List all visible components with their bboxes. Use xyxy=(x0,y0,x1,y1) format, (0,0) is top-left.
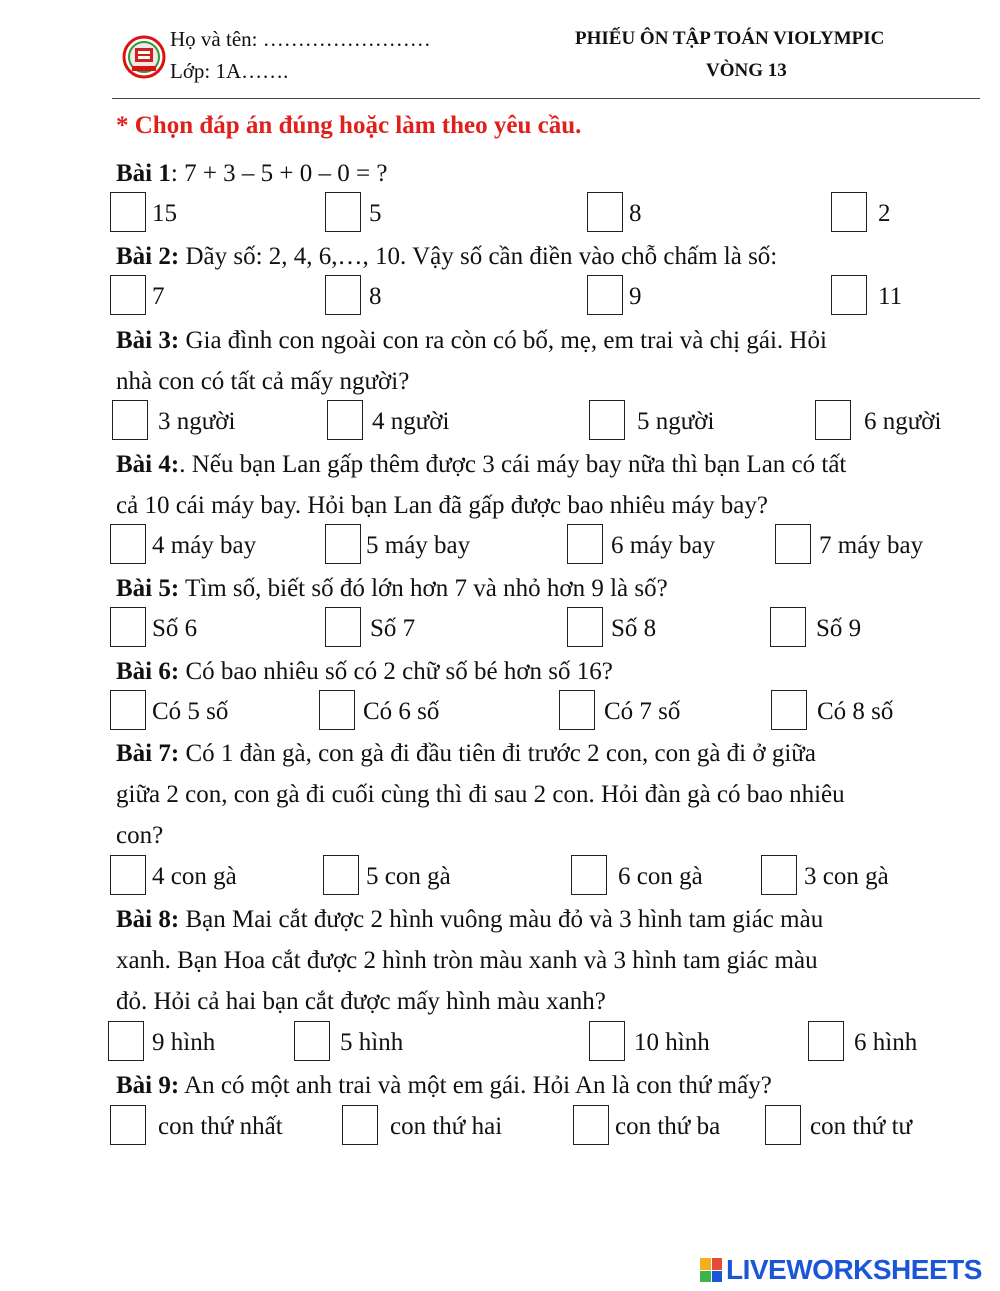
question-7-line-2 xyxy=(116,781,845,809)
brand-name: LIVEWORKSHEETS xyxy=(726,1254,982,1285)
question-7-label: Bài 7: xyxy=(116,740,180,767)
question-7-line-3 xyxy=(116,822,163,850)
answer-checkbox[interactable] xyxy=(589,1021,625,1061)
answer-checkbox[interactable] xyxy=(571,855,607,895)
question-7-line-1 xyxy=(116,740,816,768)
question-6-text: Có bao nhiêu số có 2 chữ số bé hơn số 16? xyxy=(179,658,613,685)
answer-checkbox[interactable] xyxy=(327,400,363,440)
question-6-label: Bài 6: xyxy=(116,658,180,685)
instruction: * Chọn đáp án đúng hoặc làm theo yêu cầu. xyxy=(116,112,582,139)
answer-option-label: 6 con gà xyxy=(618,863,703,890)
answer-option-label: con thứ tư xyxy=(810,1113,913,1140)
answer-checkbox[interactable] xyxy=(775,524,811,564)
question-5-line-1 xyxy=(116,575,668,603)
answer-checkbox[interactable] xyxy=(110,690,146,730)
answer-option-label: Số 8 xyxy=(611,615,657,642)
answer-checkbox[interactable] xyxy=(110,275,146,315)
answer-option-label: 4 con gà xyxy=(152,863,237,890)
answer-option-label: 5 máy bay xyxy=(366,532,471,559)
answer-checkbox[interactable] xyxy=(112,400,148,440)
answer-option-label: 7 xyxy=(152,283,165,310)
answer-checkbox[interactable] xyxy=(319,690,355,730)
answer-option-label: 3 con gà xyxy=(804,863,889,890)
question-8-label: Bài 8: xyxy=(116,906,180,933)
question-2-text: Dãy số: 2, 4, 6,…, 10. Vậy số cần điền vào chỗ chấm là số: xyxy=(179,243,778,270)
answer-option-label: con thứ hai xyxy=(390,1113,503,1140)
answer-checkbox[interactable] xyxy=(110,855,146,895)
question-1-text: : 7 + 3 – 5 + 0 – 0 = ? xyxy=(170,160,388,187)
question-3-text: Gia đình con ngoài con ra còn có bố, mẹ, em trai và chị gái. Hỏi xyxy=(179,327,827,354)
answer-checkbox[interactable] xyxy=(323,855,359,895)
question-1-label: Bài 1 xyxy=(116,160,171,187)
question-2-line-1 xyxy=(116,243,777,271)
question-2-label: Bài 2: xyxy=(116,243,180,270)
answer-option-label: 15 xyxy=(152,200,177,227)
answer-option-label: Số 9 xyxy=(816,615,862,642)
answer-option-label: 9 xyxy=(629,283,642,310)
question-8-line-1 xyxy=(116,906,823,934)
answer-option-label: 5 xyxy=(369,200,382,227)
answer-checkbox[interactable] xyxy=(559,690,595,730)
answer-option-label: 4 người xyxy=(372,408,450,435)
answer-option-label: 7 máy bay xyxy=(819,532,924,559)
question-8-text: Bạn Mai cắt được 2 hình vuông màu đỏ và 3 hình tam giác màu xyxy=(179,906,824,933)
answer-option-label: 2 xyxy=(878,200,891,227)
answer-option-label: 5 con gà xyxy=(366,863,451,890)
question-3-label: Bài 3: xyxy=(116,327,180,354)
answer-checkbox[interactable] xyxy=(108,1021,144,1061)
answer-checkbox[interactable] xyxy=(761,855,797,895)
answer-option-label: Số 6 xyxy=(152,615,198,642)
question-4-label: Bài 4: xyxy=(116,451,180,478)
question-8-text: xanh. Bạn Hoa cắt được 2 hình tròn màu xanh và 3 hình tam giác màu xyxy=(116,947,818,974)
answer-option-label: Có 7 số xyxy=(604,698,681,725)
question-7-text: giữa 2 con, con gà đi cuối cùng thì đi sau 2 con. Hỏi đàn gà có bao nhiêu xyxy=(116,781,845,808)
round-label: VÒNG 13 xyxy=(706,60,787,81)
answer-option-label: 8 xyxy=(629,200,642,227)
answer-option-label: con thứ ba xyxy=(615,1113,721,1140)
header-divider xyxy=(112,98,980,99)
answer-checkbox[interactable] xyxy=(770,607,806,647)
answer-option-label: 11 xyxy=(878,283,903,310)
answer-checkbox[interactable] xyxy=(587,275,623,315)
answer-checkbox[interactable] xyxy=(831,275,867,315)
question-4-text: . Nếu bạn Lan gấp thêm được 3 cái máy bay nữa thì bạn Lan có tất xyxy=(179,451,847,478)
school-logo xyxy=(122,26,166,88)
answer-checkbox[interactable] xyxy=(808,1021,844,1061)
answer-option-label: Có 6 số xyxy=(363,698,440,725)
answer-checkbox[interactable] xyxy=(771,690,807,730)
liveworksheets-brand xyxy=(700,1254,982,1286)
answer-checkbox[interactable] xyxy=(815,400,851,440)
answer-checkbox[interactable] xyxy=(110,192,146,232)
answer-checkbox[interactable] xyxy=(573,1105,609,1145)
question-6-line-1 xyxy=(116,658,613,686)
question-5-label: Bài 5: xyxy=(116,575,180,602)
question-8-line-3 xyxy=(116,988,606,1016)
answer-checkbox[interactable] xyxy=(587,192,623,232)
answer-option-label: 4 máy bay xyxy=(152,532,257,559)
answer-checkbox[interactable] xyxy=(567,524,603,564)
answer-option-label: 6 hình xyxy=(854,1029,918,1056)
question-9-text: An có một anh trai và một em gái. Hỏi An là con thứ mấy? xyxy=(179,1072,772,1099)
answer-checkbox[interactable] xyxy=(325,275,361,315)
worksheet-title: PHIẾU ÔN TẬP TOÁN VIOLYMPIC xyxy=(575,28,885,49)
question-3-line-2 xyxy=(116,368,409,396)
answer-option-label: 10 hình xyxy=(634,1029,710,1056)
answer-option-label: 6 người xyxy=(864,408,942,435)
question-4-line-1 xyxy=(116,451,846,479)
class-field-label: Lớp: 1A……. xyxy=(170,59,289,83)
question-7-text: con? xyxy=(116,822,164,849)
question-9-line-1 xyxy=(116,1072,772,1100)
answer-option-label: Có 8 số xyxy=(817,698,894,725)
answer-checkbox[interactable] xyxy=(765,1105,801,1145)
answer-checkbox[interactable] xyxy=(110,607,146,647)
question-8-line-2 xyxy=(116,947,818,975)
answer-option-label: con thứ nhất xyxy=(158,1113,283,1140)
answer-option-label: 9 hình xyxy=(152,1029,216,1056)
question-9-label: Bài 9: xyxy=(116,1072,180,1099)
answer-option-label: 5 hình xyxy=(340,1029,404,1056)
answer-option-label: Số 7 xyxy=(370,615,416,642)
answer-checkbox[interactable] xyxy=(567,607,603,647)
question-3-text: nhà con có tất cả mấy người? xyxy=(116,368,410,395)
answer-option-label: 6 máy bay xyxy=(611,532,716,559)
question-5-text: Tìm số, biết số đó lớn hơn 7 và nhỏ hơn 9 là số? xyxy=(179,575,668,602)
answer-option-label: Có 5 số xyxy=(152,698,229,725)
answer-option-label: 5 người xyxy=(637,408,715,435)
question-3-line-1 xyxy=(116,327,827,355)
answer-checkbox[interactable] xyxy=(325,607,361,647)
answer-checkbox[interactable] xyxy=(325,524,361,564)
brand-logo-icon xyxy=(700,1258,722,1282)
answer-option-label: 3 người xyxy=(158,408,236,435)
question-8-text: đỏ. Hỏi cả hai bạn cắt được mấy hình màu xanh? xyxy=(116,988,606,1015)
question-7-text: Có 1 đàn gà, con gà đi đầu tiên đi trước 2 con, con gà đi ở giữa xyxy=(179,740,816,767)
answer-checkbox[interactable] xyxy=(325,192,361,232)
answer-option-label: 8 xyxy=(369,283,382,310)
answer-checkbox[interactable] xyxy=(589,400,625,440)
name-field-label: Họ và tên: …………………… xyxy=(170,27,431,51)
answer-checkbox[interactable] xyxy=(342,1105,378,1145)
answer-checkbox[interactable] xyxy=(831,192,867,232)
question-1-line-1 xyxy=(116,160,387,188)
question-4-text: cả 10 cái máy bay. Hỏi bạn Lan đã gấp được bao nhiêu máy bay? xyxy=(116,492,768,519)
answer-checkbox[interactable] xyxy=(110,524,146,564)
question-4-line-2 xyxy=(116,492,768,520)
answer-checkbox[interactable] xyxy=(294,1021,330,1061)
answer-checkbox[interactable] xyxy=(110,1105,146,1145)
